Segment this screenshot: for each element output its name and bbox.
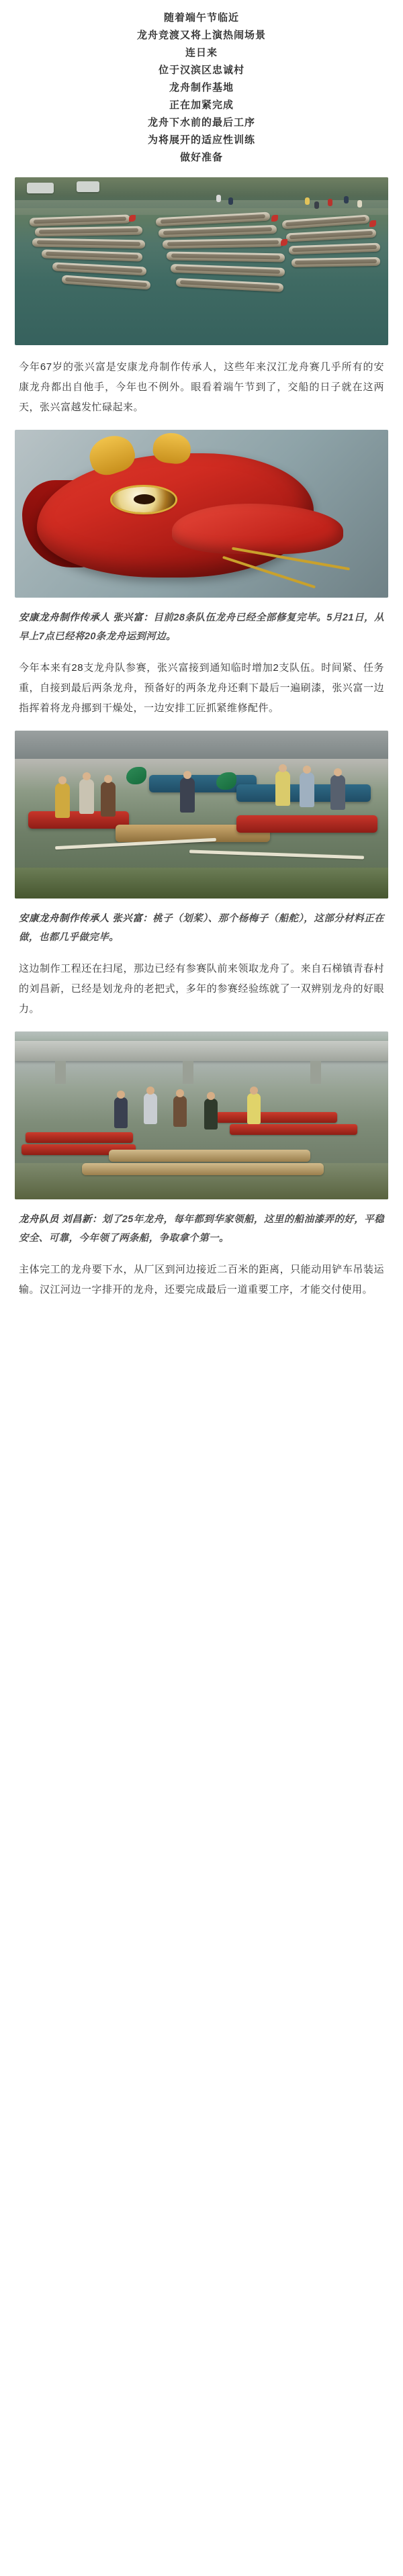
quote-1 xyxy=(0,608,403,646)
worker-head xyxy=(250,1087,258,1095)
boat-hull xyxy=(236,815,377,833)
dragon-boat xyxy=(32,238,145,249)
worker-head xyxy=(117,1091,125,1099)
person-figure xyxy=(216,195,221,202)
dragon-boat xyxy=(286,229,376,242)
dragon-head-decor xyxy=(271,215,278,222)
shelter-tent xyxy=(77,181,99,192)
worker-head xyxy=(146,1087,154,1095)
worker-figure xyxy=(173,1096,187,1127)
paragraph-4: 主体完工的龙舟要下水，从厂区到河边接近二百米的距离，只能动用铲车吊装运输。汉江河边一字排开的龙舟，还要完成最后一道重要工序，才能交付使用。 xyxy=(19,1264,384,1295)
green-dragon-head xyxy=(126,767,146,784)
worker-figure xyxy=(114,1097,128,1128)
quote-speaker: 龙舟队员 刘昌新： xyxy=(19,1214,102,1225)
photo-canvas xyxy=(15,177,388,345)
quote-speaker: 安康龙舟制作传承人 张兴富： xyxy=(19,913,153,924)
quote-speaker: 安康龙舟制作传承人 张兴富： xyxy=(19,612,154,623)
dragon-boat xyxy=(171,264,285,277)
worker-figure xyxy=(144,1093,157,1124)
worker-head xyxy=(183,771,191,779)
lead-line-5: 龙舟制作基地 xyxy=(169,82,234,93)
dragon-boat xyxy=(282,214,370,229)
worker-head xyxy=(83,772,91,780)
dragon-boat xyxy=(62,275,151,289)
person-figure xyxy=(228,197,233,205)
dragon-head-decor xyxy=(369,220,376,227)
lead-line-8: 为将展开的适应性训练 xyxy=(147,134,255,146)
person-figure xyxy=(344,196,349,203)
quote-text: 桃子（划桨）、那个杨梅子（船舵），这部分材料正在做，也都几乎做完毕。 xyxy=(19,913,384,943)
shelter-tent xyxy=(27,183,54,193)
worker-figure xyxy=(300,772,314,807)
worker-figure xyxy=(247,1093,261,1124)
lead-line-3: 连日来 xyxy=(185,47,218,58)
person-figure xyxy=(357,200,362,208)
dragon-boat xyxy=(159,225,277,238)
lead-line-6: 正在加紧完成 xyxy=(169,99,234,111)
red-boat-stack xyxy=(216,1112,337,1123)
worker-head xyxy=(279,764,287,772)
worker-figure xyxy=(204,1099,218,1130)
dragon-snout xyxy=(172,504,344,554)
lead-line-2: 龙舟竞渡又将上演热闹场景 xyxy=(136,30,266,41)
paragraph-3: 这边制作工程还在扫尾，那边已经有参赛队前来领取龙舟了。来自石梯镇青春村的刘昌新，已经是划龙舟的老把式，多年的参赛经验练就了一双辨别龙舟的好眼力。 xyxy=(19,963,384,1015)
dragon-boat xyxy=(163,238,283,248)
bridge-pier xyxy=(310,1061,321,1084)
worker-figure xyxy=(79,779,94,814)
boat-loading-riverside-photo xyxy=(15,1031,388,1199)
paragraph-2: 今年本来有28支龙舟队参赛，张兴富接到通知临时增加2支队伍。时间紧、任务重，自接到最后两条龙舟，预备好的两条龙舟还剩下最后一遍刷漆，张兴富一边指挥着将龙舟挪到干燥处，一边安排工匠抓紧维修配件。 xyxy=(19,662,384,714)
worker-figure xyxy=(101,782,116,817)
paragraph-1: 今年67岁的张兴富是安康龙舟制作传承人，这些年来汉江龙舟赛几乎所有的安康龙舟都出自他手，今年也不例外。眼看着端午节到了，交船的日子就在这两天，张兴富越发忙碌起来。 xyxy=(19,361,384,413)
wood-boat xyxy=(82,1163,324,1175)
worker-figure xyxy=(180,778,195,813)
lead-line-7: 龙舟下水前的最后工序 xyxy=(147,117,255,128)
grass-foreground xyxy=(15,868,388,899)
dragon-boat xyxy=(292,257,380,267)
dragon-boats-moored-photo xyxy=(15,177,388,345)
worker-figure xyxy=(330,775,345,810)
dragon-boat xyxy=(52,262,146,275)
green-dragon-head xyxy=(216,772,236,790)
wood-boat xyxy=(109,1150,310,1162)
bridge-pier xyxy=(55,1061,66,1084)
dragon-head-decor xyxy=(281,239,287,246)
dragon-boat xyxy=(289,243,380,255)
worker-figure xyxy=(275,771,290,806)
person-figure xyxy=(328,199,332,206)
dragon-head-photo xyxy=(15,430,388,598)
lead-line-4: 位于汉滨区忠诚村 xyxy=(158,64,244,76)
red-boat-stack xyxy=(230,1124,357,1135)
worker-head xyxy=(207,1092,215,1100)
lead-line-9: 做好准备 xyxy=(179,152,223,163)
dragon-boat xyxy=(167,251,285,262)
dragon-boat xyxy=(35,226,142,237)
photo-canvas xyxy=(15,731,388,899)
worker-head xyxy=(303,766,311,774)
dragon-eye xyxy=(112,487,176,512)
bridge xyxy=(15,1041,388,1061)
wood-pole xyxy=(189,849,364,859)
dragon-boat xyxy=(42,249,142,261)
lead-line-1: 随着端午节临近 xyxy=(163,12,239,24)
dragon-boat xyxy=(30,214,130,226)
quote-3 xyxy=(0,1210,403,1248)
person-figure xyxy=(305,197,310,205)
red-boat-stack xyxy=(26,1132,133,1143)
worker-head xyxy=(58,776,66,784)
photo-canvas xyxy=(15,1031,388,1199)
dragon-boat xyxy=(176,278,283,292)
quote-2 xyxy=(0,909,403,947)
worker-head xyxy=(334,768,342,776)
quote-text: 目前28条队伍龙舟已经全部修复完毕。5月21日，从早上7点已经将20条龙舟运到河边。 xyxy=(19,612,384,642)
dragon-head-decor xyxy=(129,215,136,222)
person-figure xyxy=(314,201,319,209)
lead-paragraph xyxy=(0,9,403,167)
photo-canvas xyxy=(15,430,388,598)
worker-head xyxy=(176,1089,184,1097)
shed-roof xyxy=(15,731,388,759)
worker-head xyxy=(104,775,112,783)
bridge-pier xyxy=(183,1061,193,1084)
worker-figure xyxy=(55,783,70,818)
quote-text: 划了25年龙舟，每年都到华家领船，这里的船油漆弄的好，平稳安全、可靠，今年领了两条船，争取拿个第一。 xyxy=(19,1214,384,1244)
boat-painting-workshop-photo xyxy=(15,731,388,899)
